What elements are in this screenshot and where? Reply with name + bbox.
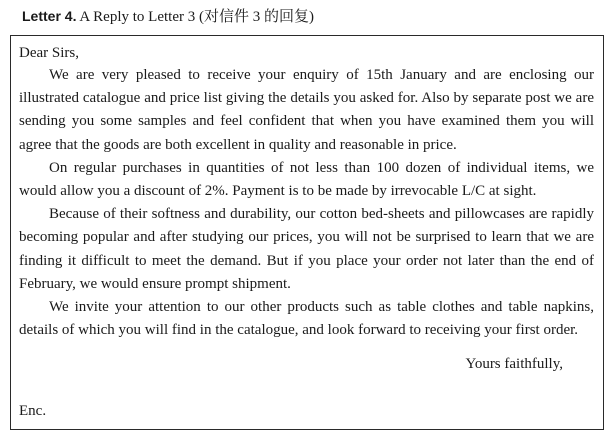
letter-box xyxy=(10,35,604,430)
paragraph-other-products: We invite your attention to our other products such as table clothes and table napkins, details of which you will find in the catalogue, and look forward to receiving your first order. xyxy=(19,299,594,339)
letter-title: A Reply to Letter 3 (对信件 3 的回复) xyxy=(79,9,314,25)
paragraph-product-demand: Because of their softness and durability, our cotton bed-sheets and pillowcases are rapidly becoming popular and after studying our prices, you will not be surprised to learn that we are finding it difficult to meet the demand. But if you place your order not later than the end of February, we would ensure prompt shipment. xyxy=(19,206,594,292)
enclosure-note: Enc. xyxy=(19,403,47,419)
paragraph-enquiry-reply: We are very pleased to receive your enquiry of 15th January and are enclosing our illustrated catalogue and price list giving the details you asked for. Also by separate post we are sending you some samples and feel confident that when you have examined them you will agree that the goods are both excellent in quality and reasonable in price. xyxy=(19,67,594,153)
complimentary-close: Yours faithfully, xyxy=(465,356,563,372)
paragraph-discount-terms: On regular purchases in quantities of not less than 100 dozen of individual items, we would allow you a discount of 2%. Payment is to be made by irrevocable L/C at sight. xyxy=(19,159,594,200)
salutation: Dear Sirs, xyxy=(19,45,79,61)
letter-heading xyxy=(22,6,314,27)
letter-number-label: Letter 4. xyxy=(22,8,77,24)
letter-body xyxy=(19,64,594,342)
